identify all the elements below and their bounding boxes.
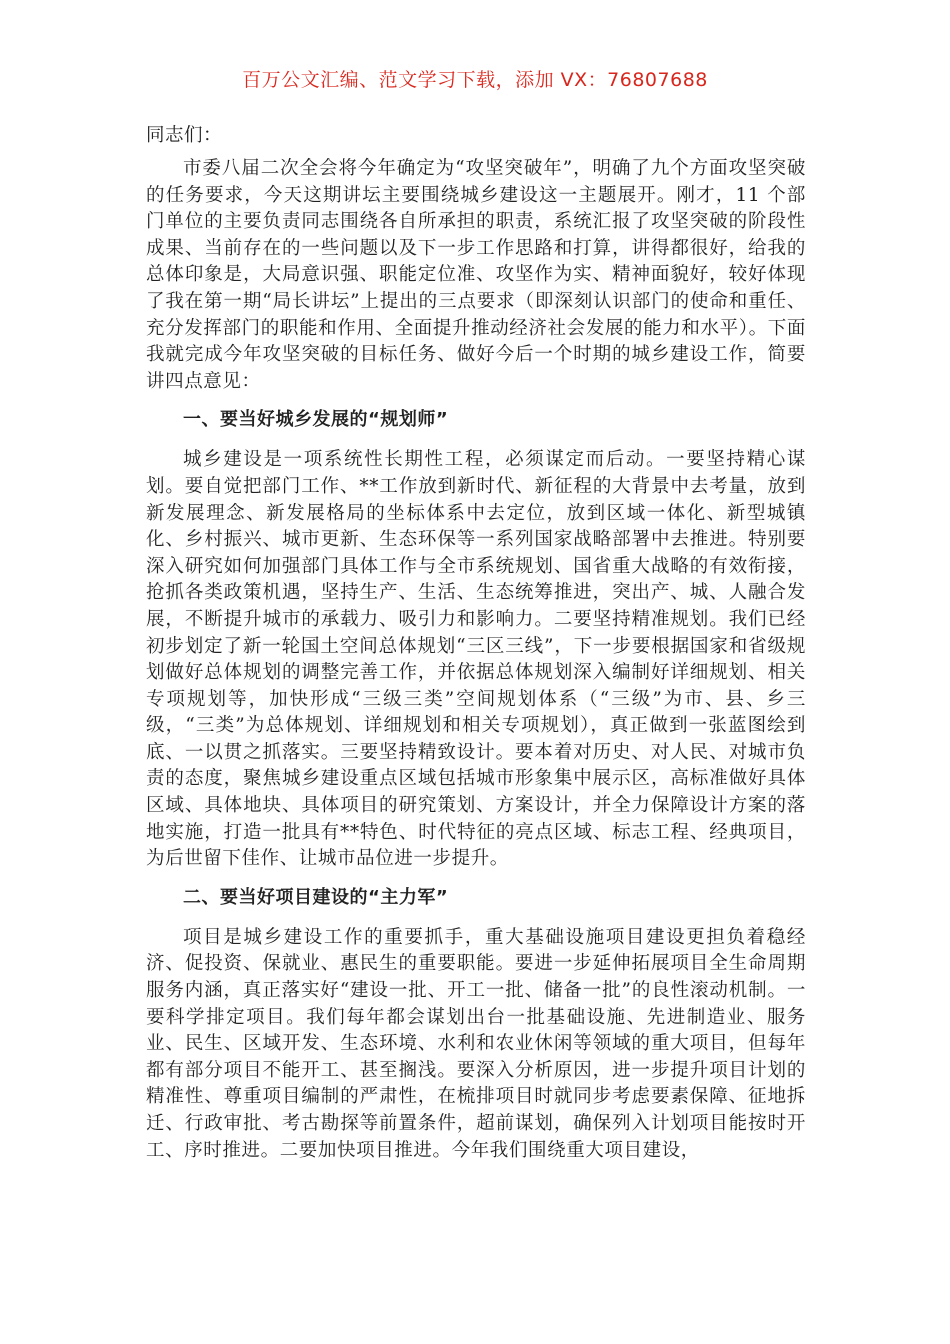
section-paragraph-2: 项目是城乡建设工作的重要抓手，重大基础设施项目建设更担负着稳经济、促投资、保就业、惠民生的重要职能。要进一步延伸拓展项目全生命周期服务内涵，真正落实好“建设一批、开工一批、储备一批”的良性滚动机制。一要科学排定项目。我们每年都会谋划出台一批基础设施、先进制造业、服务业、民生、区域开发、生态环境、水利和农业休闲等领域的重大项目，但每年都有部分项目不能开工、甚至搁浅。要深入分析原因，进一步提升项目计划的精准性、尊重项目编制的严肃性，在梳排项目时就同步考虑要素保障、征地拆迁、行政审批、考古勘探等前置条件，超前谋划，确保列入计划项目能按时开工、序时推进。二要加快项目推进。今年我们围绕重大项目建设， [146,926,806,1161]
intro-paragraph: 市委八届二次全会将今年确定为“攻坚突破年”，明确了九个方面攻坚突破的任务要求，今天这期讲坛主要围绕城乡建设这一主题展开。刚才，11 个部门单位的主要负责同志围绕各自所承担的职责，系统汇报了攻坚突破的阶段性成果、当前存在的一些问题以及下一步工作思路和打算，讲得都很好，给我的总体印象是，大局意识强、职能定位准、攻坚作为实、精神面貌好，较好体现了我在第一期“局长讲坛”上提出的三点要求（即深刻认识部门的使命和重任、充分发挥部门的职能和作用、全面提升推动经济社会发展的能力和水平）。下面我就完成今年攻坚突破的目标任务、做好今后一个时期的城乡建设工作，简要讲四点意见： [146,158,806,392]
salutation: 同志们： [146,125,223,146]
section-heading-1: 一、要当好城乡发展的“规划师” [183,409,449,431]
header-banner: 百万公文汇编、范文学习下载，添加 VX：76807688 [242,69,708,91]
section-heading-2: 二、要当好项目建设的“主力军” [183,886,449,908]
document-body [146,122,806,1164]
section-paragraph-1: 城乡建设是一项系统性长期性工程，必须谋定而后动。一要坚持精心谋划。要自觉把部门工作、**工作放到新时代、新征程的大背景中去考量，放到新发展理念、新发展格局的坐标体系中去定位，放到区域一体化、新型城镇化、乡村振兴、城市更新、生态环保等一系列国家战略部署中去推进。特别要深入研究如何加强部门具体工作与全市系统规划、国省重大战略的有效衔接，抢抓各类政策机遇，坚持生产、生活、生态统筹推进，突出产、城、人融合发展，不断提升城市的承载力、吸引力和影响力。二要坚持精准规划。我们已经初步划定了新一轮国土空间总体规划“三区三线”，下一步要根据国家和省级规划做好总体规划的调整完善工作，并依据总体规划深入编制好详细规划、相关专项规划等，加快形成“三级三类”空间规划体系（“三级”为市、县、乡三级，“三类”为总体规划、详细规划和相关专项规划），真正做到一张蓝图绘到底、一以贯之抓落实。三要坚持精致设计。要本着对历史、对人民、对城市负责的态度，聚焦城乡建设重点区域包括城市形象集中展示区，高标准做好具体区域、具体地块、具体项目的研究策划、方案设计，并全力保障设计方案的落地实施，打造一批具有**特色、时代特征的亮点区域、标志工程、经典项目，为后世留下佳作、让城市品位进一步提升。 [146,449,806,870]
